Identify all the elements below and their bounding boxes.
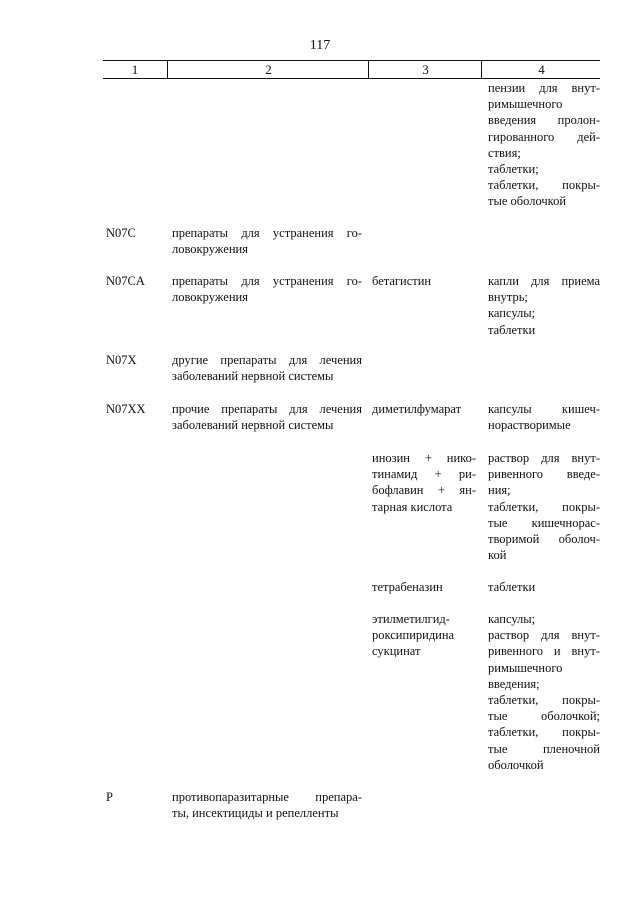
- group-name-cell: [172, 401, 362, 433]
- cell-text-line: препараты для устранения го-: [172, 274, 362, 288]
- cell-text-line: ривенного и внут-: [488, 644, 600, 659]
- cell-text-line: заболеваний нервной системы: [172, 418, 334, 433]
- cell-text-line: тетрабеназин: [372, 580, 443, 594]
- cell-text-line: раствор для внут-: [488, 628, 600, 643]
- cell-text-line: N07CA: [106, 274, 145, 288]
- group-name-cell: [172, 225, 362, 257]
- cell-text-line: ты, инсектициды и репелленты: [172, 806, 339, 821]
- dosage-forms-cell: [488, 401, 600, 433]
- cell-text-line: таблетки, покры-: [488, 693, 600, 708]
- cell-text-line: таблетки, покры-: [488, 178, 600, 193]
- substance-cell: [372, 273, 476, 289]
- cell-text-line: N07XX: [106, 402, 146, 416]
- cell-text-line: капли для приема: [488, 274, 600, 288]
- cell-text-line: таблетки: [488, 322, 536, 337]
- table-header: [103, 60, 600, 79]
- dosage-forms-cell: [488, 579, 600, 595]
- column-header-3: 3: [368, 61, 482, 78]
- cell-text-line: таблетки, покры-: [488, 725, 600, 740]
- atc-code-cell: [106, 352, 166, 368]
- cell-text-line: противопаразитарные препара-: [172, 790, 362, 804]
- cell-text-line: ловокружения: [172, 242, 248, 257]
- cell-text-line: гированного дей-: [488, 129, 600, 144]
- column-header-4: 4: [481, 61, 601, 78]
- cell-text-line: оболочкой: [488, 757, 544, 772]
- column-header-1: 1: [131, 62, 139, 77]
- cell-text-line: римышечного: [488, 97, 563, 112]
- cell-text-line: P: [106, 790, 113, 804]
- cell-text-line: таблетки;: [488, 162, 539, 177]
- cell-text-line: роксипиридина: [372, 628, 455, 643]
- cell-text-line: прочие препараты для лечения: [172, 402, 362, 416]
- cell-text-line: капсулы;: [488, 612, 536, 626]
- dosage-forms-cell: [488, 450, 600, 563]
- cell-text-line: таблетки: [488, 580, 536, 594]
- cell-text-line: внутрь;: [488, 290, 528, 305]
- cell-text-line: сукцинат: [372, 644, 421, 659]
- atc-code-cell: [106, 789, 166, 805]
- cell-text-line: введения;: [488, 676, 540, 691]
- dosage-forms-cell: [488, 611, 600, 773]
- group-name-cell: [172, 352, 362, 384]
- cell-text-line: кой: [488, 548, 507, 563]
- cell-text-line: тарная кислота: [372, 499, 453, 514]
- page-number: 117: [309, 38, 331, 53]
- cell-text-line: ловокружения: [172, 290, 248, 305]
- cell-text-line: ния;: [488, 483, 511, 498]
- group-name-cell: [172, 789, 362, 821]
- cell-text-line: препараты для устранения го-: [172, 226, 362, 240]
- cell-text-line: бетагистин: [372, 274, 432, 288]
- cell-text-line: этилметилгид-: [372, 612, 450, 626]
- dosage-forms-cell: [488, 80, 600, 210]
- group-name-cell: [172, 273, 362, 305]
- atc-code-cell: [106, 273, 166, 289]
- atc-code-cell: [106, 401, 166, 417]
- substance-cell: [372, 450, 476, 515]
- atc-code-cell: [106, 225, 166, 241]
- cell-text-line: творимой оболоч-: [488, 532, 600, 547]
- cell-text-line: тые оболочкой: [488, 194, 567, 209]
- cell-text-line: таблетки, покры-: [488, 499, 600, 514]
- cell-text-line: заболеваний нервной системы: [172, 369, 334, 384]
- cell-text-line: бофлавин + ян-: [372, 483, 476, 498]
- cell-text-line: тые пленочной: [488, 741, 600, 756]
- column-header-2: 2: [167, 61, 369, 78]
- cell-text-line: тинамид + ри-: [372, 467, 476, 482]
- cell-text-line: раствор для внут-: [488, 451, 600, 465]
- substance-cell: [372, 401, 476, 417]
- cell-text-line: инозин + нико-: [372, 451, 476, 465]
- cell-text-line: капсулы;: [488, 306, 536, 321]
- cell-text-line: диметилфумарат: [372, 402, 462, 416]
- cell-text-line: N07C: [106, 226, 136, 240]
- cell-text-line: N07X: [106, 353, 137, 367]
- cell-text-line: ривенного введе-: [488, 467, 600, 482]
- cell-text-line: пензии для внут-: [488, 81, 600, 95]
- cell-text-line: тые оболочкой;: [488, 709, 600, 724]
- cell-text-line: тые кишечнорас-: [488, 515, 600, 530]
- substance-cell: [372, 579, 476, 595]
- cell-text-line: ствия;: [488, 145, 521, 160]
- cell-text-line: другие препараты для лечения: [172, 353, 362, 367]
- cell-text-line: норастворимые: [488, 418, 571, 433]
- cell-text-line: римышечного: [488, 660, 563, 675]
- cell-text-line: введения пролон-: [488, 113, 600, 128]
- substance-cell: [372, 611, 476, 660]
- cell-text-line: капсулы кишеч-: [488, 402, 600, 416]
- dosage-forms-cell: [488, 273, 600, 338]
